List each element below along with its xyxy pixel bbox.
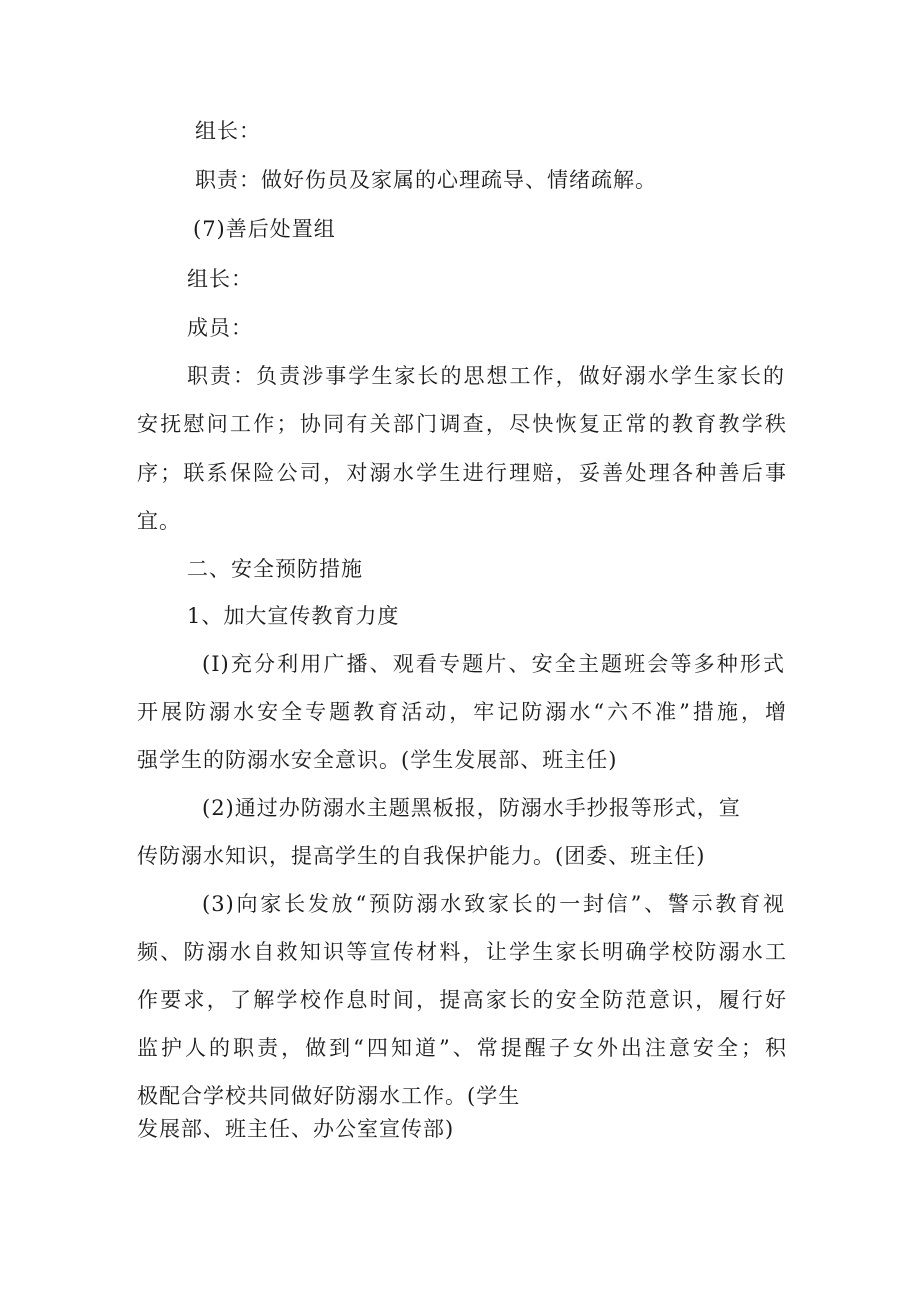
section-heading-safety-measures: 二、安全预防措施 [187, 557, 363, 581]
item-3-paragraph-line: 作要求，了解学校作息时间，提高家长的安全防范意识，履行好 [137, 988, 787, 1012]
item-3-paragraph-line: (3)向家长发放“预防溺水致家长的一封信”、警示教育视 [202, 892, 785, 916]
item-2-paragraph-line: (2)通过办防溺水主题黑板报，防溺水手抄报等形式，宣 [202, 796, 741, 820]
duty-line: 职责：做好伤员及家属的心理疏导、情绪疏解。 [195, 168, 657, 192]
duty-paragraph-line: 职责：负责涉事学生家长的思想工作，做好溺水学生家长的 [187, 364, 785, 388]
item-3-paragraph-line: 极配合学校共同做好防溺水工作。(学生 [137, 1084, 521, 1108]
item-1-paragraph-line: 强学生的防溺水安全意识。(学生发展部、班主任) [137, 748, 618, 772]
subsection-heading-publicity: 1、加大宣传教育力度 [187, 604, 400, 628]
duty-paragraph-line: 序；联系保险公司，对溺水学生进行理赔，妥善处理各种善后事 [137, 461, 787, 485]
item-3-paragraph-line: 发展部、班主任、办公室宣传部) [137, 1117, 455, 1141]
item-3-paragraph-line: 监护人的职责，做到“四知道”、常提醒子女外出注意安全；积 [137, 1036, 787, 1060]
duty-paragraph-line: 安抚慰问工作；协同有关部门调查，尽快恢复正常的教育教学秩 [137, 412, 787, 436]
team-leader-line: 组长： [187, 267, 253, 291]
item-3-paragraph-line: 频、防溺水自救知识等宣传材料，让学生家长明确学校防溺水工 [137, 940, 787, 964]
item-2-paragraph-line: 传防溺水知识，提高学生的自我保护能力。(团委、班主任) [137, 844, 706, 868]
item-1-paragraph-line: (I)充分利用广播、观看专题片、安全主题班会等多种形式 [202, 652, 785, 676]
item-1-paragraph-line: 开展防溺水安全专题教育活动，牢记防溺水“六不准”措施，增 [137, 700, 787, 724]
duty-paragraph-line: 宜。 [137, 509, 181, 533]
members-line: 成员： [187, 316, 253, 340]
section-heading-aftermath-group: (7)善后处置组 [193, 217, 336, 241]
team-leader-line: 组长： [195, 119, 261, 143]
